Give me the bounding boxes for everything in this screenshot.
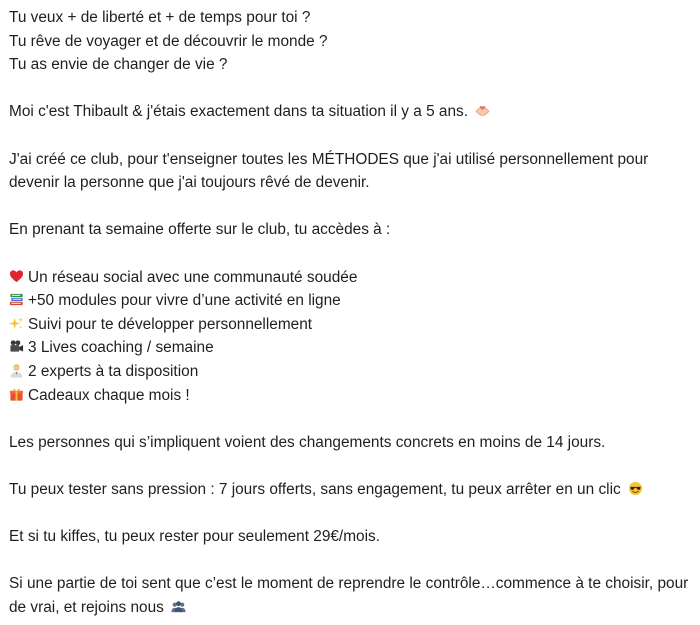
closing-text: de vrai, et rejoins nous xyxy=(9,598,164,616)
closing-line: Si une partie de toi sent que c’est le moment de reprendre le contrôle…commence à te choisir, pour xyxy=(9,575,689,593)
paragraph-gap xyxy=(9,549,692,573)
club-line: J'ai créé ce club, pour t'enseigner toutes les MÉTHODES que j'ai utilisé personnellement pour xyxy=(9,150,649,168)
benefit-item xyxy=(9,289,692,313)
gift-icon xyxy=(9,387,24,402)
closing-line xyxy=(9,596,692,620)
benefit-text: 3 Lives coaching / semaine xyxy=(28,339,214,357)
benefit-item xyxy=(9,266,692,290)
intro-line: Tu rêve de voyager et de découvrir le monde ? xyxy=(9,32,328,50)
benefit-item xyxy=(9,360,692,384)
group-people-icon xyxy=(171,599,186,614)
benefit-item xyxy=(9,336,692,360)
sunglasses-face-icon xyxy=(628,481,643,496)
benefit-text: 2 experts à ta disposition xyxy=(28,362,199,380)
paragraph-gap xyxy=(9,242,692,266)
benefit-text: Cadeaux chaque mois ! xyxy=(28,386,190,404)
paragraph-gap xyxy=(9,124,692,148)
books-icon xyxy=(9,292,24,307)
club-line: devenir la personne que j'ai toujours rêvé de devenir. xyxy=(9,174,370,192)
offer-intro: En prenant ta semaine offerte sur le club, tu accèdes à : xyxy=(9,221,391,239)
person-icon xyxy=(9,363,24,378)
presentation-text: Moi c'est Thibault & j'étais exactement dans ta situation il y a 5 ans. xyxy=(9,103,468,121)
paragraph-gap xyxy=(9,454,692,478)
benefit-item xyxy=(9,384,692,408)
trial-line xyxy=(9,478,692,502)
sparkles-icon xyxy=(9,316,24,331)
benefit-text: Un réseau social avec une communauté soudée xyxy=(28,268,358,286)
benefit-item xyxy=(9,313,692,337)
video-camera-icon xyxy=(9,339,24,354)
handshake-heart-icon xyxy=(475,103,490,118)
red-heart-icon xyxy=(9,269,24,284)
paragraph-gap xyxy=(9,77,692,101)
benefit-text: Suivi pour te développer personnellement xyxy=(28,315,313,333)
results-line: Les personnes qui s’impliquent voient des changements concrets en moins de 14 jours. xyxy=(9,433,606,451)
presentation-line xyxy=(9,100,692,124)
intro-line: Tu as envie de changer de vie ? xyxy=(9,56,228,74)
price-line: Et si tu kiffes, tu peux rester pour seulement 29€/mois. xyxy=(9,528,380,546)
trial-text: Tu peux tester sans pression : 7 jours offerts, sans engagement, tu peux arrêter en un clic xyxy=(9,480,621,498)
paragraph-gap xyxy=(9,501,692,525)
benefit-text: +50 modules pour vivre d’une activité en ligne xyxy=(28,292,341,310)
intro-line: Tu veux + de liberté et + de temps pour toi ? xyxy=(9,9,311,26)
paragraph-gap xyxy=(9,407,692,431)
paragraph-gap xyxy=(9,195,692,219)
